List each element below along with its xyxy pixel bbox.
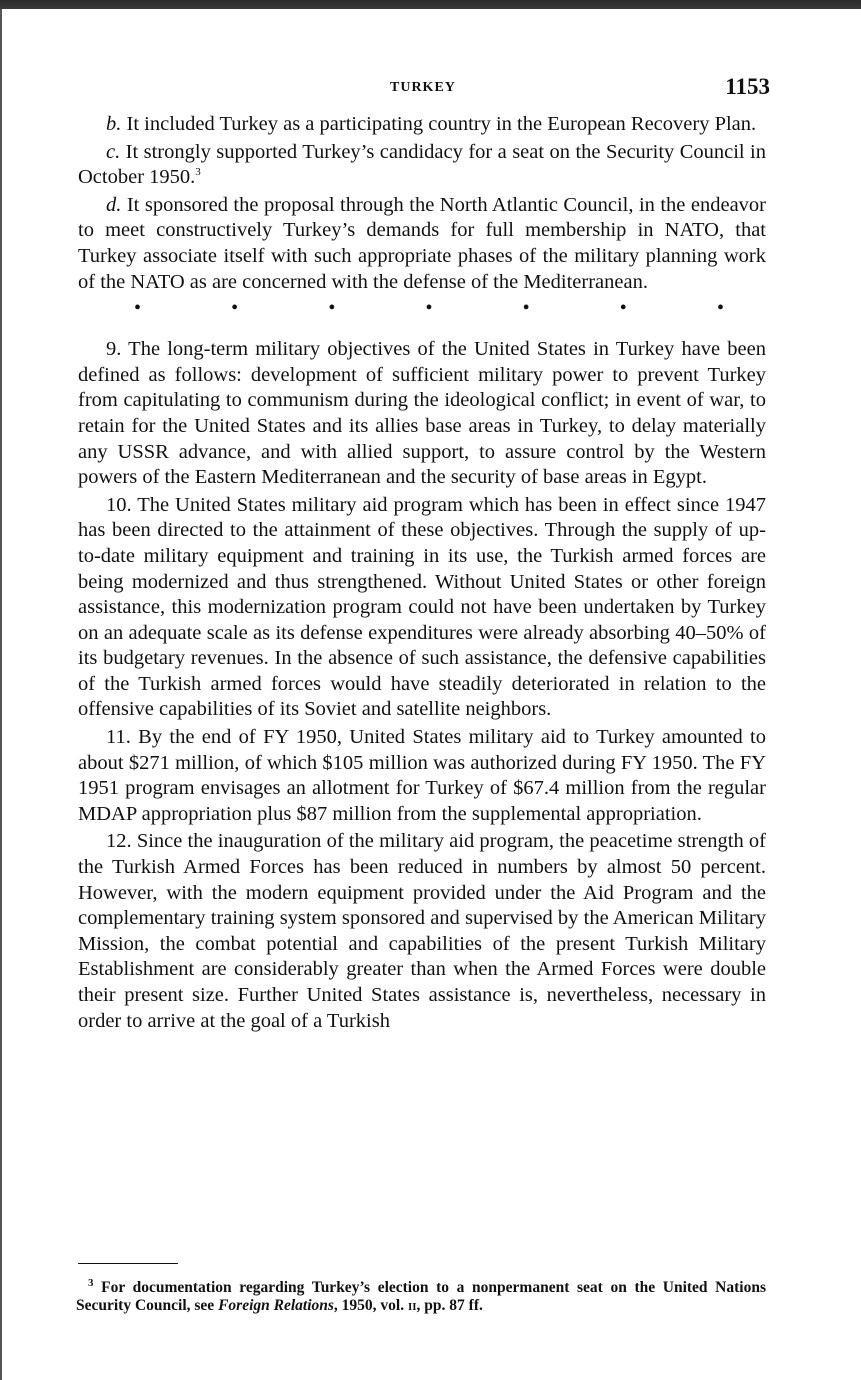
footnote-volume: ii <box>407 1297 417 1314</box>
paragraph-b-text: It included Turkey as a participating country in the European Recovery Plan. <box>121 113 757 135</box>
paragraph-c-text: It strongly supported Turkey’s candidacy for a seat on the Security Council in October 1950. <box>78 140 766 189</box>
paragraph-12: 12. Since the inauguration of the military aid program, the peacetime strength of the Turkish Armed Forces has been reduced in numbers by almost 50 percent. However, with the modern equipment provided under the Aid Program and the complementary training system sponsored and supervised by the American Military Mission, the combat potential and capabilities of the present Turkish Military Establishment are considerably greater than when the Armed Forces were double their present size. Further United States assistance is, nevertheless, necessary in order to arrive at the goal of a Turkish <box>78 830 766 1032</box>
ellipsis-dot: • <box>522 297 530 320</box>
ellipsis-dot: • <box>328 297 336 320</box>
item-marker-d: d. <box>106 193 122 216</box>
ellipsis-dot: • <box>425 297 433 320</box>
footnote-text-before: For documentation regarding Turkey’s election to a nonpermanent seat on the United Nations Security Council, see <box>76 1279 766 1314</box>
footnote-text <box>76 1276 766 1315</box>
footnote-reference: 3 <box>195 166 201 179</box>
item-marker-b: b. <box>106 113 122 135</box>
body-text <box>78 112 766 1034</box>
page-top-edge <box>0 0 861 9</box>
page-left-edge <box>0 9 2 1380</box>
page-number: 1153 <box>725 74 770 99</box>
ellipsis-dot: • <box>716 297 724 320</box>
footnote-number: 3 <box>88 1276 94 1289</box>
ellipsis-dot: • <box>231 297 239 320</box>
paragraph-b <box>78 112 766 138</box>
footnote-citation: Foreign Relations <box>218 1297 334 1314</box>
footnote-text-after: , 1950, vol. <box>333 1297 408 1314</box>
footnote-pages: , pp. 87 ff. <box>416 1297 483 1314</box>
paragraph-9: 9. The long-term military objectives of the United States in Turkey have been defined as follows: development of sufficient military power to prevent Turkey from capitulating to communism during the ideological conflict; in event of war, to retain for the United States and its allies base areas in Turkey, to delay materially any USSR advance, and with allied support, to assure control by the Western powers of the Eastern Mediterranean and the security of base areas in Egypt. <box>78 338 766 489</box>
running-head: TURKEY <box>390 80 456 95</box>
ellipsis-dot: • <box>134 297 142 320</box>
paragraph-d <box>78 193 766 295</box>
item-marker-c: c. <box>106 140 121 163</box>
paragraph-10: 10. The United States military aid program which has been in effect since 1947 has been directed to the attainment of these objectives. Through the supply of up-to-date military equipment and training in its use, the Turkish armed forces are being modernized and thus strengthened. Without United States or other foreign assistance, this modernization program could not have been undertaken by Turkey on an adequate scale as its defense expenditures were already absorbing 40–50% of its budgetary revenues. In the absence of such assistance, the defensive capabilities of the Turkish armed forces would have steadily deteriorated in relation to the offensive capabilities of its Soviet and satellite neighbors. <box>78 493 766 721</box>
paragraph-c <box>78 140 766 191</box>
page-header <box>78 70 770 110</box>
footnote-rule <box>78 1263 178 1264</box>
ellipsis-dot: • <box>619 297 627 320</box>
paragraph-d-text: It sponsored the proposal through the North Atlantic Council, in the endeavor to meet constructively Turkey’s demands for full membership in NATO, that Turkey associate itself with such appropriate phases of the military planning work of the NATO as are concerned with the defense of the Mediterranean. <box>78 193 766 293</box>
paragraph-11: 11. By the end of FY 1950, United States military aid to Turkey amounted to about $271 million, of which $105 million was authorized during FY 1950. The FY 1951 program envisages an allotment for Turkey of $67.4 million from the regular MDAP appropriation plus $87 million from the supplemental appropriation. <box>78 726 766 825</box>
omission-ellipsis <box>78 297 766 319</box>
footnote <box>76 1276 766 1315</box>
